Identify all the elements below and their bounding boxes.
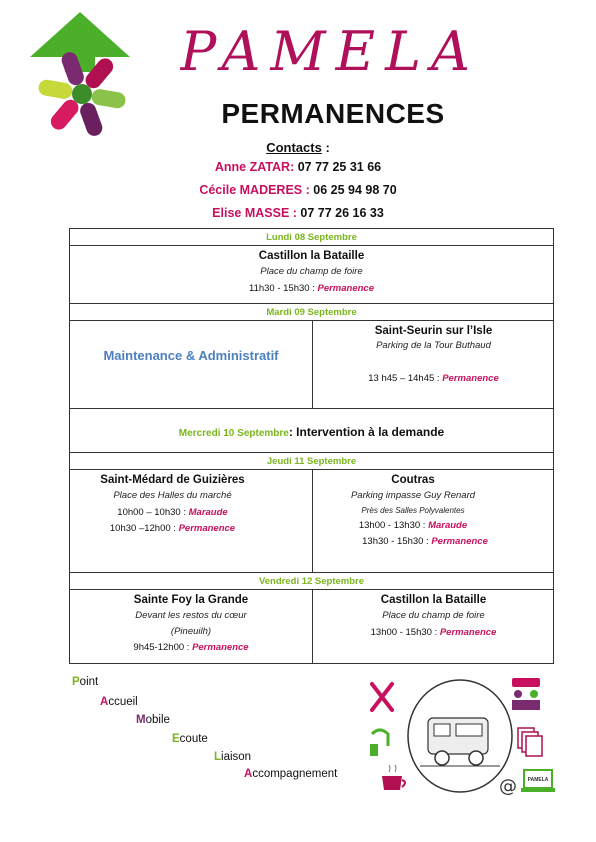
place-note: Près des Salles Polyvalentes <box>361 506 465 515</box>
time-slot: 10h30 –12h00 : Permanence <box>109 523 236 534</box>
acronym-item: Point <box>72 676 99 688</box>
place-text: Place du champ de foire <box>260 266 363 277</box>
acronym-item: Mobile <box>136 714 170 726</box>
schedule-cell <box>70 348 312 363</box>
schedule-cell <box>313 474 513 547</box>
location-name: Sainte Foy la Grande <box>133 594 249 606</box>
schedule-cell <box>70 594 312 653</box>
contact-line: Cécile MADERES : 06 25 94 98 70 <box>199 183 397 197</box>
time-slot: 9h45-12h00 : Permanence <box>133 642 249 653</box>
schedule-cell <box>313 325 554 384</box>
day-header-row <box>70 573 553 590</box>
schedule-cell <box>70 250 553 294</box>
day-header-row <box>70 453 553 470</box>
day-label: Jeudi 11 Septembre <box>266 456 357 467</box>
schedule-row <box>70 321 553 409</box>
schedule-row <box>70 590 553 664</box>
coffee-icon <box>382 765 405 790</box>
place-text: Place des Halles du marché <box>113 490 232 501</box>
meeting-icon <box>512 678 540 710</box>
time-slot: 13h00 - 15h30 : Permanence <box>370 627 497 638</box>
place-text: Parking impasse Guy Renard <box>350 490 476 501</box>
maintenance-label: Maintenance & Administratif <box>103 348 279 363</box>
place-text: Parking de la Tour Buthaud <box>376 340 491 351</box>
time-slot: 10h00 – 10h30 : Maraude <box>117 507 228 518</box>
location-name: Coutras <box>391 474 435 486</box>
acronym-item: Ecoute <box>172 733 208 745</box>
location-name: Saint-Seurin sur l’Isle <box>374 325 493 337</box>
schedule-cell <box>70 474 275 534</box>
schedule-row <box>70 246 553 304</box>
schedule-cell <box>313 594 554 638</box>
page-title: PERMANENCES <box>221 98 445 129</box>
services-illustration <box>360 670 560 805</box>
documents-icon <box>518 728 542 756</box>
hygiene-icon <box>370 730 388 756</box>
svg-text:@: @ <box>499 776 517 797</box>
location-name: Castillon la Bataille <box>380 594 487 606</box>
brand-logo <box>180 18 480 88</box>
contact-line: Elise MASSE : 07 77 26 16 33 <box>212 206 384 220</box>
day-header-row <box>70 304 553 321</box>
schedule-row <box>70 470 553 573</box>
schedule-table <box>69 228 554 664</box>
day-header-row <box>70 229 553 246</box>
acronym-item: Accompagnement <box>244 768 338 780</box>
laptop-icon <box>521 770 555 792</box>
day-label: Mardi 09 Septembre <box>266 307 357 318</box>
location-name: Castillon la Bataille <box>258 250 365 262</box>
acronym-item: Accueil <box>100 696 138 708</box>
day-label: Mercredi 10 Septembre <box>178 428 289 439</box>
location-name: Saint-Médard de Guizières <box>100 474 245 486</box>
laptop-label: PAMELA <box>527 777 549 783</box>
schedule-cell <box>70 423 553 441</box>
schedule-row <box>70 409 553 453</box>
time-slot: 13 h45 – 14h45 : Permanence <box>368 373 499 384</box>
place-text: Place du champ de foire <box>382 610 485 621</box>
place-text: Devant les restos du cœur <box>135 610 247 621</box>
email-icon <box>499 776 517 797</box>
acronym-item: Liaison <box>214 751 252 763</box>
svg-text:PAMELA: PAMELA <box>180 20 480 83</box>
time-slot: 13h00 - 13h30 : Maraude <box>358 520 468 531</box>
place-note: (Pineuilh) <box>170 626 212 637</box>
contact-line: Anne ZATAR: 07 77 25 31 66 <box>214 160 382 174</box>
time-slot: 13h30 - 15h30 : Permanence <box>362 536 488 547</box>
fork-knife-icon <box>372 684 392 710</box>
day-label: Vendredi 12 Septembre <box>258 576 365 587</box>
van-icon <box>408 680 512 792</box>
contacts-heading: Contacts : <box>266 140 330 155</box>
day-label: Lundi 08 Septembre <box>266 232 357 243</box>
intervention-text: : Intervention à la demande <box>288 425 445 439</box>
time-slot: 11h30 - 15h30 : Permanence <box>248 283 374 294</box>
